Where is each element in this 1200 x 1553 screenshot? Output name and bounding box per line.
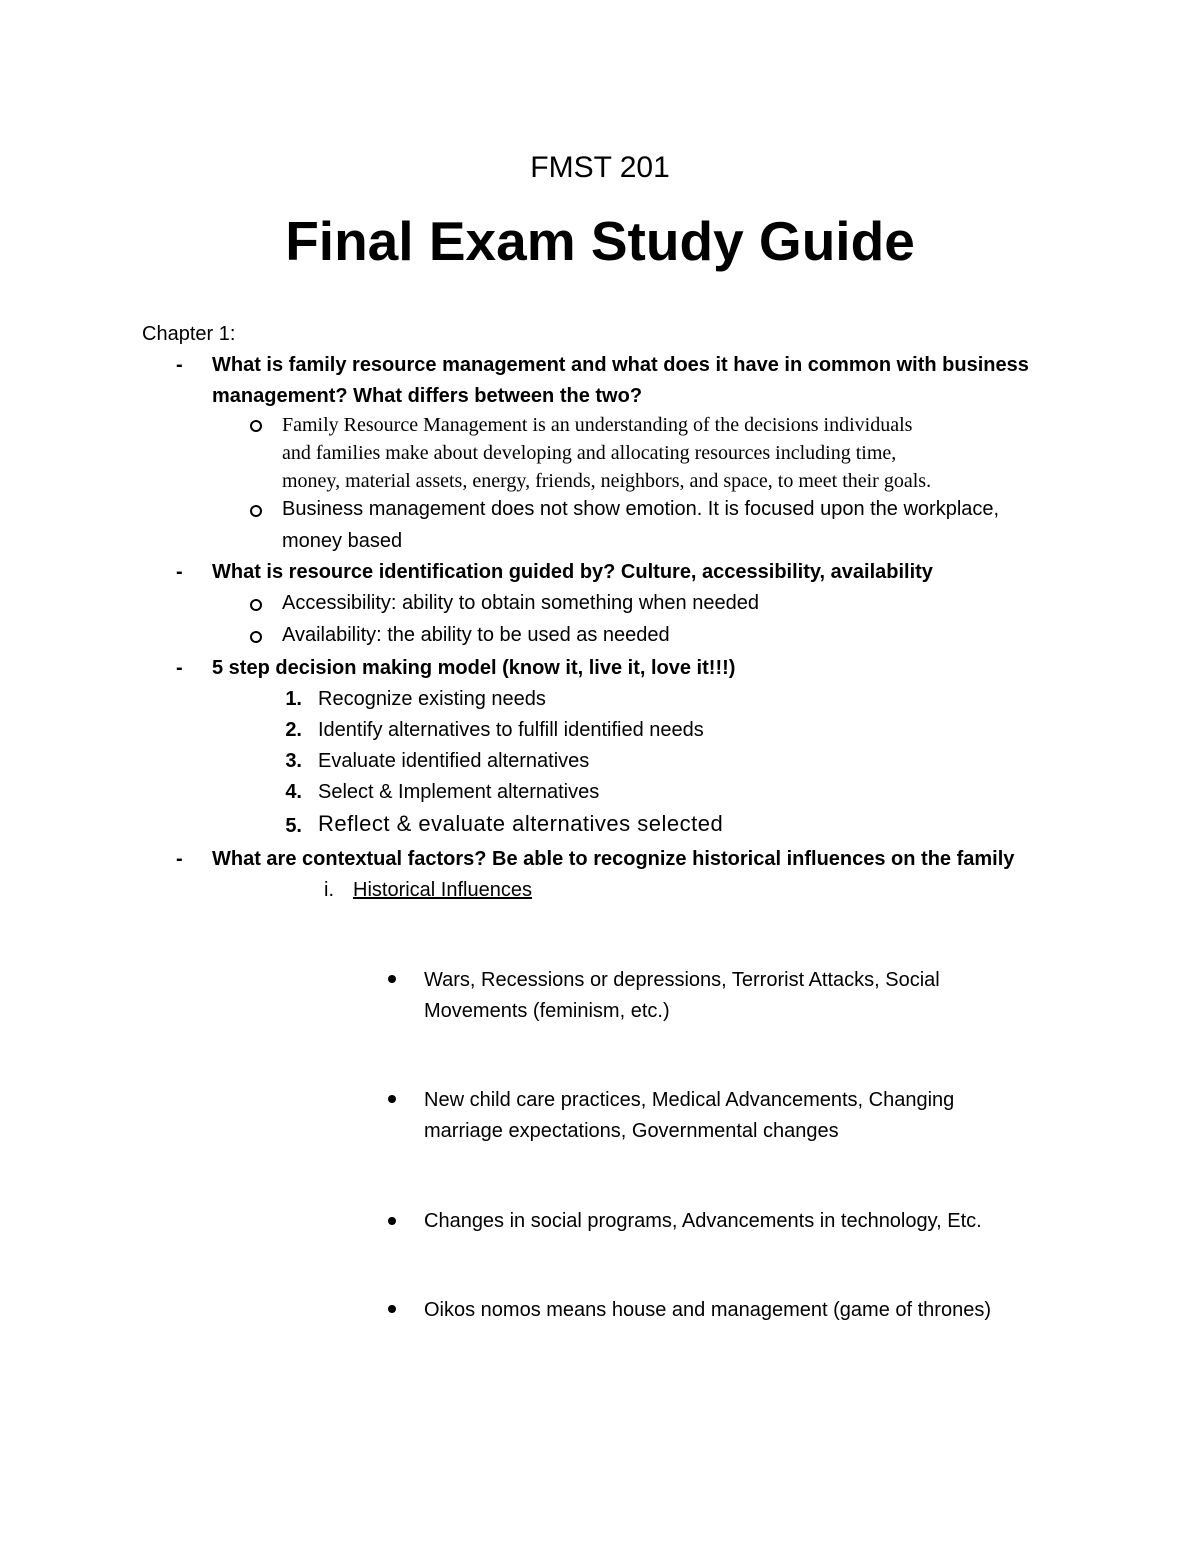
answer-1a-line-2: and families make about developing and allocating resources including time,	[282, 442, 897, 464]
chapter-label: Chapter 1:	[142, 323, 236, 345]
step-5: Reflect & evaluate alternatives selected	[318, 811, 724, 836]
question-4: What are contextual factors? Be able to recognize historical influences on the family	[212, 848, 1015, 870]
question-1-line-1: What is family resource management and what does it have in common with business	[212, 354, 1029, 376]
answer-2b: Availability: the ability to be used as needed	[282, 624, 670, 646]
bullet-4-line-1: Oikos nomos means house and management (game of thrones)	[424, 1299, 991, 1321]
step-3: Evaluate identified alternatives	[318, 750, 590, 772]
bullet-1-line-2: Movements (feminism, etc.)	[424, 1000, 670, 1022]
step-1: Recognize existing needs	[318, 688, 546, 710]
circle-bullet-icon	[250, 599, 262, 611]
question-1-line-2: management? What differs between the two?	[212, 385, 643, 407]
dash-bullet: -	[176, 657, 183, 679]
dash-bullet: -	[176, 848, 183, 870]
round-bullet-icon	[388, 975, 396, 983]
step-4: Select & Implement alternatives	[318, 781, 600, 803]
round-bullet-icon	[388, 1095, 396, 1103]
dash-bullet: -	[176, 354, 183, 376]
answer-1b-line-2: money based	[282, 530, 403, 552]
circle-bullet-icon	[250, 505, 262, 517]
question-3: 5 step decision making model (know it, live it, love it!!!)	[212, 657, 736, 679]
circle-bullet-icon	[250, 420, 262, 432]
dash-bullet: -	[176, 561, 183, 583]
question-2: What is resource identification guided by? Culture, accessibility, availability	[212, 561, 933, 583]
step-number: 4.	[285, 781, 302, 803]
bullet-2-line-1: New child care practices, Medical Advancements, Changing	[424, 1089, 955, 1111]
step-number: 5.	[285, 815, 302, 837]
answer-1a-line-3: money, material assets, energy, friends, neighbors, and space, to meet their goals.	[282, 470, 932, 492]
answer-1b-line-1: Business management does not show emotion. It is focused upon the workplace,	[282, 498, 1000, 520]
step-number: 3.	[285, 750, 302, 772]
roman-numeral: i.	[324, 879, 334, 901]
course-code: FMST 201	[530, 151, 670, 184]
round-bullet-icon	[388, 1305, 396, 1313]
step-number: 2.	[285, 719, 302, 741]
circle-bullet-icon	[250, 631, 262, 643]
bullet-3-line-1: Changes in social programs, Advancements in technology, Etc.	[424, 1210, 982, 1232]
page-title: Final Exam Study Guide	[285, 210, 915, 272]
round-bullet-icon	[388, 1217, 396, 1225]
step-number: 1.	[285, 688, 302, 710]
step-2: Identify alternatives to fulfill identified needs	[318, 719, 704, 741]
answer-2a: Accessibility: ability to obtain something when needed	[282, 592, 759, 614]
bullet-1-line-1: Wars, Recessions or depressions, Terrorist Attacks, Social	[424, 969, 940, 991]
bullet-2-line-2: marriage expectations, Governmental changes	[424, 1120, 839, 1142]
answer-1a-line-1: Family Resource Management is an understanding of the decisions individuals	[282, 414, 913, 436]
section-heading: Historical Influences	[353, 879, 532, 901]
